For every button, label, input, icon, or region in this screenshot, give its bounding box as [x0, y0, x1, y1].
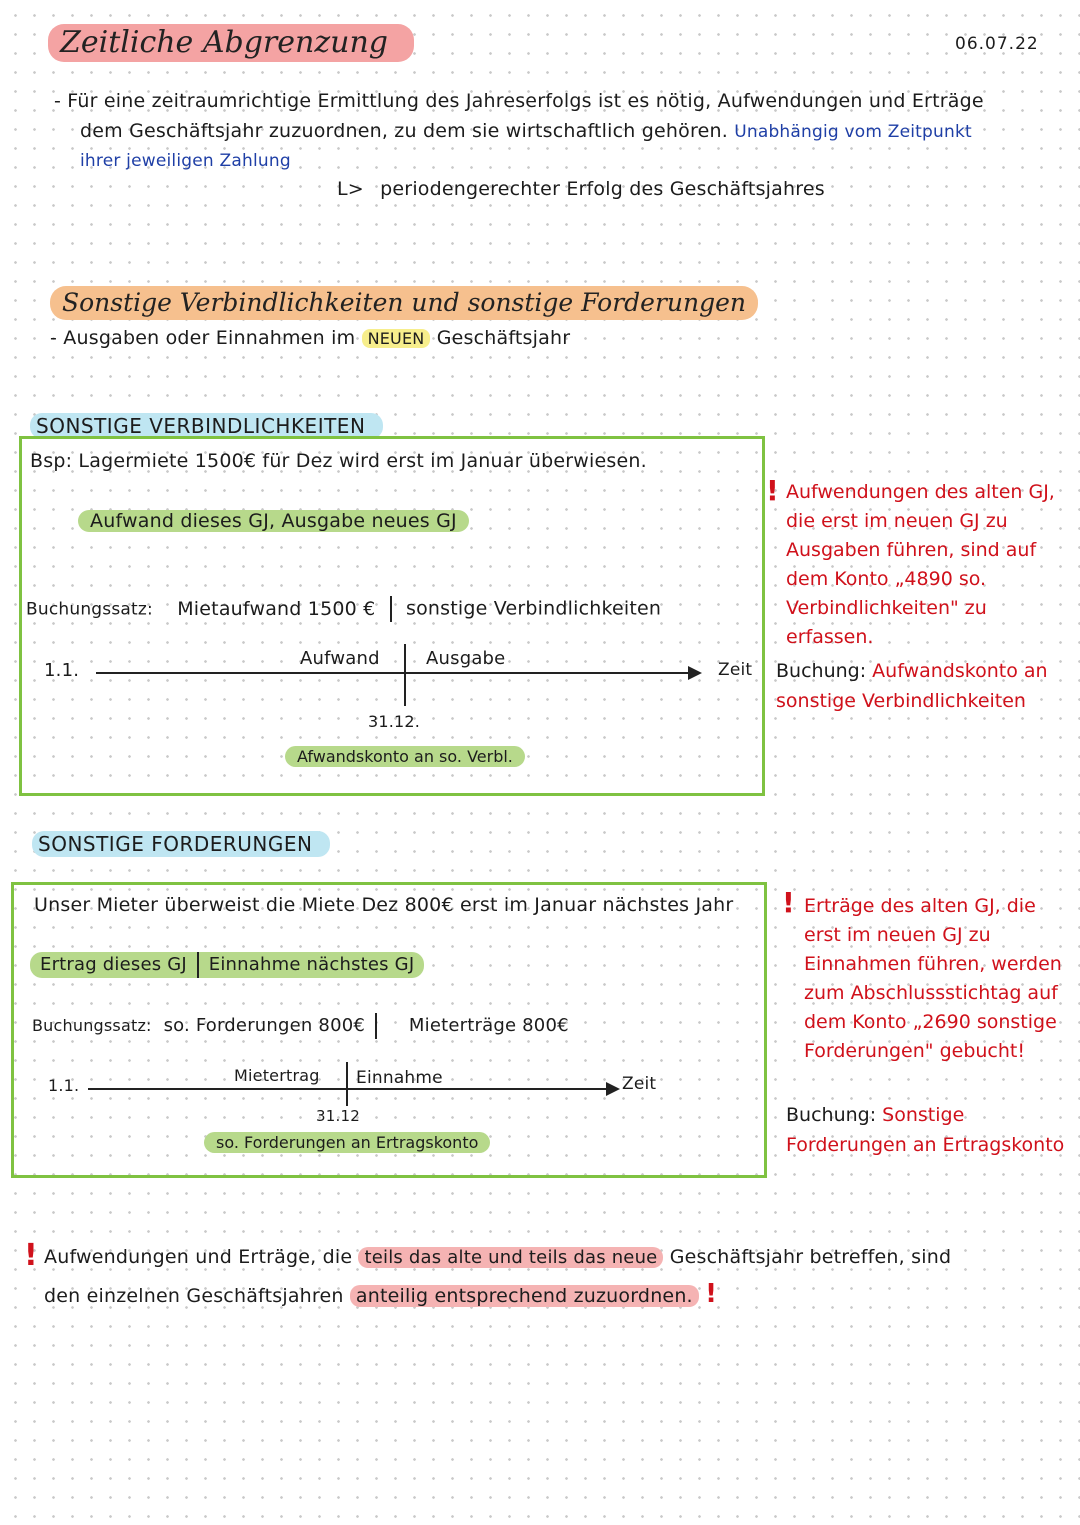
verbindlichkeiten-highlight: Aufwand dieses GJ, Ausgabe neues GJ	[78, 510, 469, 532]
timeline1-left: Aufwand	[300, 648, 380, 669]
timeline2-right: Einnahme	[356, 1068, 443, 1088]
neuen-highlight: NEUEN	[362, 329, 431, 348]
buchungssatz-label: Buchungssatz:	[26, 599, 153, 620]
footer-highlight-2: anteilig entsprechend zuzuordnen.	[350, 1285, 699, 1307]
intro-line-3: ihrer jeweiligen Zahlung	[80, 151, 291, 171]
buchungssatz2-divider	[375, 1013, 377, 1039]
forderungen-highlight	[30, 952, 424, 978]
timeline2-end: Zeit	[622, 1074, 657, 1094]
section-title-text: Sonstige Verbindlichkeiten und sonstige Forderungen	[62, 288, 747, 317]
footer-line-2	[44, 1279, 717, 1309]
timeline1-tick	[404, 644, 406, 706]
footer-highlight-1: teils das alte und teils das neue	[358, 1247, 663, 1268]
intro-result-text: periodengerechter Erfolg des Geschäftsjahres	[380, 178, 825, 200]
buchung2-label: Buchung:	[786, 1104, 877, 1126]
verbindlichkeiten-example: Bsp: Lagermiete 1500€ für Dez wird erst im Januar überwiesen.	[30, 450, 647, 472]
footer-part2: Geschäftsjahr betreffen, sind	[669, 1246, 952, 1268]
intro-line-2-blue: Unabhängig vom Zeitpunkt	[734, 122, 972, 142]
timeline2-left: Mietertrag	[234, 1066, 320, 1085]
footer-line-1	[44, 1246, 951, 1268]
arrow-icon: L>	[337, 178, 364, 200]
buchungssatz2-left: so. Forderungen 800€	[163, 1015, 366, 1036]
footer-end-mark: !	[705, 1279, 718, 1309]
buchungssatz2-label: Buchungssatz:	[32, 1016, 152, 1035]
buchungssatz-divider	[390, 596, 392, 622]
warning-icon-2: !	[782, 886, 795, 919]
timeline1-right: Ausgabe	[426, 648, 506, 669]
buchung-label: Buchung:	[776, 660, 867, 682]
forderungen-note: Erträge des alten GJ, die erst im neuen GJ zu Einnahmen führen, werden zum Abschlussstichtag auf dem Konto „2690 sonstige Forderungen" gebucht!	[804, 895, 1062, 1062]
intro-result	[337, 178, 825, 200]
verbindlichkeiten-label: SONSTIGE VERBINDLICHKEITEN	[30, 413, 383, 439]
warning-icon: !	[766, 474, 779, 507]
section-bullet	[50, 327, 570, 349]
section-bullet-prefix: - Ausgaben oder Einnahmen im	[50, 327, 356, 349]
section-title	[50, 286, 758, 320]
date: 06.07.22	[955, 34, 1039, 54]
timeline1-booking: Afwandskonto an so. Verbl.	[285, 746, 525, 767]
verbindlichkeiten-buchung	[776, 656, 1072, 716]
verbindlichkeiten-buchungssatz	[26, 596, 661, 622]
forderungen-highlight-right: Einnahme nächstes GJ	[208, 954, 415, 975]
timeline2-axis	[88, 1088, 610, 1090]
timeline2-mark: 31.12	[316, 1107, 360, 1125]
timeline1-arrow-icon	[688, 666, 702, 680]
forderungen-buchungssatz	[32, 1013, 569, 1039]
forderungen-example: Unser Mieter überweist die Miete Dez 800€ erst im Januar nächstes Jahr	[34, 894, 734, 916]
timeline1-axis	[96, 672, 690, 674]
forderungen-label: SONSTIGE FORDERUNGEN	[32, 831, 330, 857]
buchung-text: Aufwandskonto an sonstige Verbindlichkeiten	[776, 660, 1048, 712]
buchung2-text: Sonstige Forderungen an Ertragskonto	[786, 1104, 1065, 1156]
timeline2-tick	[346, 1062, 348, 1106]
timeline2-booking: so. Forderungen an Ertragskonto	[204, 1132, 490, 1153]
page-title	[48, 24, 414, 62]
buchungssatz2-right: Mieterträge 800€	[408, 1015, 569, 1036]
buchungssatz-right: sonstige Verbindlichkeiten	[405, 597, 662, 620]
forderungen-buchung	[786, 1100, 1070, 1160]
forderungen-highlight-left: Ertrag dieses GJ	[40, 954, 187, 975]
page-title-text: Zeitliche Abgrenzung	[60, 25, 388, 60]
section-bullet-suffix: Geschäftsjahr	[436, 327, 571, 349]
footer-part3: den einzelnen Geschäftsjahren	[44, 1285, 344, 1307]
timeline1-end: Zeit	[718, 660, 753, 680]
intro-line-2-text: dem Geschäftsjahr zuzuordnen, zu dem sie wirtschaftlich gehören.	[80, 120, 728, 142]
buchungssatz-left: Mietaufwand 1500 €	[177, 597, 376, 620]
forderungen-highlight-divider	[197, 952, 199, 978]
timeline2-arrow-icon	[606, 1082, 620, 1096]
verbindlichkeiten-note: Aufwendungen des alten GJ, die erst im neuen GJ zu Ausgaben führen, sind auf dem Konto „4890 so. Verbindlichkeiten" zu erfassen.	[786, 481, 1055, 648]
intro-line-1: - Für eine zeitraumrichtige Ermittlung des Jahreserfolgs ist es nötig, Aufwendungen und Erträge	[54, 90, 984, 112]
timeline1-mark: 31.12.	[368, 712, 421, 731]
intro-line-2	[80, 120, 972, 142]
timeline2-start: 1.1.	[48, 1076, 80, 1095]
footer-part1: Aufwendungen und Erträge, die	[44, 1246, 353, 1268]
timeline1-start: 1.1.	[44, 660, 80, 681]
footer-warning-icon: !	[24, 1238, 38, 1273]
